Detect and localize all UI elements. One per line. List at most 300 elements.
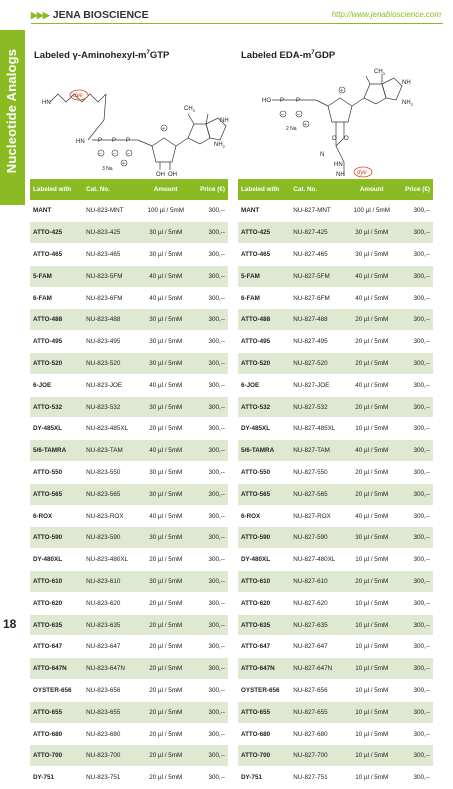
left-dye-cell: OYSTER-656 (30, 680, 83, 702)
left-dye-cell: ATTO-495 (30, 331, 83, 353)
left-product-title (34, 50, 169, 61)
left-price-cell: 300,-- (191, 527, 228, 549)
left-cat-no-cell: NU-823-425 (83, 222, 140, 244)
left-plus-na: + (122, 161, 125, 167)
left-amount-cell: 40 µl / 5mM (140, 287, 191, 309)
left-table-row (30, 658, 228, 680)
right-th-label: Labeled with (238, 179, 290, 200)
right-price-cell: 300,-- (397, 396, 433, 418)
right-price-cell: 300,-- (397, 287, 433, 309)
left-dye-cell: ATTO-635 (30, 614, 83, 636)
page-header (25, 0, 453, 30)
left-table-row (30, 745, 228, 767)
left-price-cell: 300,-- (191, 723, 228, 745)
right-cat-no-cell: NU-827-565 (290, 483, 346, 505)
left-price-cell: 300,-- (191, 331, 228, 353)
left-cat-no-cell: NU-823-480XL (83, 549, 140, 571)
right-price-cell: 300,-- (397, 309, 433, 331)
left-minus-3: – (127, 151, 130, 157)
section-label: Nucleotide Analogs (4, 48, 19, 174)
left-nh2-sub: 2 (222, 144, 225, 149)
right-cat-no-cell: NU-827-488 (290, 309, 346, 331)
right-dye-cell: DY-751 (238, 767, 290, 789)
left-dye-cell: 5/6-TAMRA (30, 440, 83, 462)
left-cat-no-cell: NU-823-647 (83, 636, 140, 658)
right-dye-cell: ATTO-647 (238, 636, 290, 658)
left-na-label: 3 Na (102, 166, 113, 172)
left-amount-cell: 30 µl / 5mM (140, 527, 191, 549)
right-amount-cell: 10 µl / 5mM (347, 745, 397, 767)
left-product-table (30, 179, 228, 789)
left-dye-cell: ATTO-590 (30, 527, 83, 549)
right-amount-cell: 30 µl / 5mM (347, 244, 397, 266)
right-dye-cell: ATTO-680 (238, 723, 290, 745)
right-dye-cell: ATTO-520 (238, 353, 290, 375)
right-amount-cell: 10 µl / 5mM (347, 701, 397, 723)
left-table-row (30, 331, 228, 353)
right-cat-no-cell: NU-827-647 (290, 636, 346, 658)
left-amount-cell: 100 µl / 5mM (140, 200, 191, 222)
left-table-row (30, 222, 228, 244)
left-table-row (30, 614, 228, 636)
left-nh2 (214, 142, 226, 149)
right-amount-cell: 40 µl / 5mM (347, 505, 397, 527)
right-cat-no-cell: NU-827-647N (290, 658, 346, 680)
right-table-row (238, 680, 433, 702)
left-amount-cell: 20 µl / 5mM (140, 745, 191, 767)
left-ch3 (184, 106, 196, 113)
left-cat-no-cell: NU-823-647N (83, 658, 140, 680)
left-cat-no-cell: NU-823-590 (83, 527, 140, 549)
right-table-header-row (238, 179, 433, 200)
left-price-cell: 300,-- (191, 222, 228, 244)
left-table-row (30, 527, 228, 549)
left-cat-no-cell: NU-823-550 (83, 462, 140, 484)
right-plus-ring: + (340, 88, 343, 94)
left-cat-no-cell: NU-823-6FM (83, 287, 140, 309)
right-cat-no-cell: NU-827-656 (290, 680, 346, 702)
right-amount-cell: 10 µl / 5mM (347, 680, 397, 702)
right-price-cell: 300,-- (397, 353, 433, 375)
left-cat-no-cell: NU-823-485XL (83, 418, 140, 440)
left-cat-no-cell: NU-823-565 (83, 483, 140, 505)
right-cat-no-cell: NU-827-700 (290, 745, 346, 767)
right-cat-no-cell: NU-827-635 (290, 614, 346, 636)
left-cat-no-cell: NU-823-465 (83, 244, 140, 266)
left-price-cell: 300,-- (191, 549, 228, 571)
right-ch3 (374, 69, 386, 76)
right-price-cell: 300,-- (397, 462, 433, 484)
left-ch3-main: CH (184, 106, 193, 112)
left-oh-1: OH (156, 172, 165, 178)
left-hn-label: HN (42, 100, 51, 106)
right-amount-cell: 10 µl / 5mM (347, 636, 397, 658)
left-table-row (30, 287, 228, 309)
left-dye-cell: ATTO-680 (30, 723, 83, 745)
left-price-cell: 300,-- (191, 265, 228, 287)
left-table-row (30, 636, 228, 658)
brand-name: JENA BIOSCIENCE (52, 9, 149, 21)
right-table-row (238, 309, 433, 331)
right-ch3-main: CH (374, 69, 383, 75)
right-cat-no-cell: NU-827-620 (290, 592, 346, 614)
right-amount-cell: 40 µl / 5mM (347, 374, 397, 396)
right-nh: NH (402, 80, 411, 86)
right-table-row (238, 505, 433, 527)
right-amount-cell: 30 µl / 5mM (347, 222, 397, 244)
left-price-cell: 300,-- (191, 745, 228, 767)
right-minus-1: – (281, 112, 284, 118)
right-nh2-main: NH (402, 100, 411, 106)
left-dye-cell: ATTO-532 (30, 396, 83, 418)
right-price-cell: 300,-- (397, 483, 433, 505)
right-plus-na: + (304, 122, 307, 128)
left-price-cell: 300,-- (191, 701, 228, 723)
right-nh2 (402, 100, 414, 107)
left-table-row (30, 353, 228, 375)
left-amount-cell: 40 µl / 5mM (140, 265, 191, 287)
left-price-cell: 300,-- (191, 658, 228, 680)
left-price-cell: 300,-- (191, 418, 228, 440)
left-table-row (30, 440, 228, 462)
right-dye-cell: 6-FAM (238, 287, 290, 309)
left-cat-no-cell: NU-823-JOE (83, 374, 140, 396)
left-dye-cell: ATTO-488 (30, 309, 83, 331)
left-amount-cell: 20 µl / 5mM (140, 723, 191, 745)
right-dye-cell: OYSTER-656 (238, 680, 290, 702)
left-amount-cell: 20 µl / 5mM (140, 658, 191, 680)
left-table-row (30, 265, 228, 287)
left-amount-cell: 20 µl / 5mM (140, 636, 191, 658)
right-cat-no-cell: NU-827-465 (290, 244, 346, 266)
left-nh: NH (220, 118, 229, 124)
right-table-row (238, 483, 433, 505)
left-amount-cell: 30 µl / 5mM (140, 309, 191, 331)
left-price-cell: 300,-- (191, 462, 228, 484)
left-cat-no-cell: NU-823-656 (83, 680, 140, 702)
right-dye-cell: ATTO-620 (238, 592, 290, 614)
left-amount-cell: 40 µl / 5mM (140, 440, 191, 462)
left-plus-ring: + (162, 126, 165, 132)
right-dye-cell: MANT (238, 200, 290, 222)
right-price-cell: 300,-- (397, 701, 433, 723)
left-amount-cell: 30 µl / 5mM (140, 571, 191, 593)
right-cat-no-cell: NU-827-5FM (290, 265, 346, 287)
right-nh-lower: NH (336, 172, 345, 178)
left-p1: P (98, 138, 103, 144)
right-dye-cell: DY-480XL (238, 549, 290, 571)
left-amount-cell: 20 µl / 5mM (140, 701, 191, 723)
left-table-row (30, 701, 228, 723)
right-amount-cell: 20 µl / 5mM (347, 309, 397, 331)
right-amount-cell: 40 µl / 5mM (347, 440, 397, 462)
left-dye-cell: 6-ROX (30, 505, 83, 527)
right-dye-cell: 6-ROX (238, 505, 290, 527)
left-nh2-main: NH (214, 142, 223, 148)
right-amount-cell: 10 µl / 5mM (347, 723, 397, 745)
right-title-end: GDP (314, 50, 336, 62)
right-amount-cell: 10 µl / 5mM (347, 418, 397, 440)
left-price-cell: 300,-- (191, 309, 228, 331)
right-product-title (241, 50, 335, 61)
left-cat-no-cell: NU-823-495 (83, 331, 140, 353)
left-amount-cell: 20 µl / 5mM (140, 614, 191, 636)
right-table-row (238, 222, 433, 244)
right-price-cell: 300,-- (397, 549, 433, 571)
left-cat-no-cell: NU-823-532 (83, 396, 140, 418)
left-chemical-structure (28, 80, 233, 178)
left-amount-cell: 30 µl / 5mM (140, 462, 191, 484)
right-cat-no-cell: NU-827-485XL (290, 418, 346, 440)
left-cat-no-cell: NU-823-520 (83, 353, 140, 375)
left-dye-cell: ATTO-520 (30, 353, 83, 375)
right-cat-no-cell: NU-827-655 (290, 701, 346, 723)
right-price-cell: 300,-- (397, 244, 433, 266)
right-price-cell: 300,-- (397, 331, 433, 353)
left-dye-cell: 6-FAM (30, 287, 83, 309)
left-table-row (30, 483, 228, 505)
left-table-row (30, 592, 228, 614)
left-table-row (30, 505, 228, 527)
right-table-row (238, 527, 433, 549)
left-hn-label-2: HN (76, 139, 85, 145)
right-price-cell: 300,-- (397, 767, 433, 789)
left-amount-cell: 30 µl / 5mM (140, 353, 191, 375)
right-table-row (238, 374, 433, 396)
left-dye-cell: DY-485XL (30, 418, 83, 440)
left-title-prefix: Labeled (34, 50, 73, 62)
right-table-row (238, 592, 433, 614)
right-minus-2: – (297, 112, 300, 118)
left-title-end: GTP (149, 50, 170, 62)
left-dye-cell: 5-FAM (30, 265, 83, 287)
right-table-row (238, 244, 433, 266)
right-cat-no-cell: NU-827-550 (290, 462, 346, 484)
left-table-row (30, 244, 228, 266)
right-dye-cell: 5-FAM (238, 265, 290, 287)
left-cat-no-cell: NU-823-TAM (83, 440, 140, 462)
right-dye-cell: ATTO-550 (238, 462, 290, 484)
left-table-row (30, 571, 228, 593)
left-price-cell: 300,-- (191, 440, 228, 462)
right-amount-cell: 20 µl / 5mM (347, 353, 397, 375)
left-minus-2: – (113, 151, 116, 157)
left-cat-no-cell: NU-823-488 (83, 309, 140, 331)
left-dye-cell: ATTO-565 (30, 483, 83, 505)
page-number: 18 (3, 617, 17, 631)
right-cat-no-cell: NU-827-JOE (290, 374, 346, 396)
right-dye-cell: ATTO-655 (238, 701, 290, 723)
right-table-row (238, 636, 433, 658)
left-title-main: -Aminohexyl-m (77, 50, 147, 62)
right-o1: O (332, 136, 337, 142)
right-amount-cell: 20 µl / 5mM (347, 331, 397, 353)
right-amount-cell: 40 µl / 5mM (347, 287, 397, 309)
right-dye-cell: DY-485XL (238, 418, 290, 440)
right-title-sup: 7 (311, 50, 315, 56)
website-link[interactable]: http://www.jenabioscience.com (331, 10, 441, 19)
right-dye-cell: ATTO-532 (238, 396, 290, 418)
right-cat-no-cell: NU-827-610 (290, 571, 346, 593)
left-table-row (30, 549, 228, 571)
right-dye-cell: ATTO-495 (238, 331, 290, 353)
header-rule (31, 23, 443, 24)
right-dye-cell: ATTO-565 (238, 483, 290, 505)
right-dye-cell: ATTO-465 (238, 244, 290, 266)
left-dye-cell: ATTO-647 (30, 636, 83, 658)
left-cat-no-cell: NU-823-610 (83, 571, 140, 593)
right-price-cell: 300,-- (397, 745, 433, 767)
right-ho: HO (262, 98, 271, 104)
right-table-row (238, 440, 433, 462)
left-amount-cell: 40 µl / 5mM (140, 505, 191, 527)
right-amount-cell: 10 µl / 5mM (347, 658, 397, 680)
right-dye-cell: ATTO-610 (238, 571, 290, 593)
right-table-row (238, 549, 433, 571)
left-dye-cell: ATTO-610 (30, 571, 83, 593)
left-th-price: Price (€) (191, 179, 228, 200)
right-hn: HN (334, 162, 343, 168)
left-table-row (30, 396, 228, 418)
right-table-body (238, 200, 433, 789)
left-price-cell: 300,-- (191, 287, 228, 309)
left-minus-1: – (99, 151, 102, 157)
right-dye-cell: 5/6-TAMRA (238, 440, 290, 462)
right-th-amount: Amount (347, 179, 397, 200)
right-table-row (238, 200, 433, 222)
right-amount-cell: 30 µl / 5mM (347, 527, 397, 549)
right-dye-cell: 6-JOE (238, 374, 290, 396)
brand-logo (31, 9, 149, 21)
right-table-row (238, 418, 433, 440)
right-nh2-sub: 2 (410, 102, 413, 107)
left-amount-cell: 40 µl / 5mM (140, 374, 191, 396)
right-table-row (238, 396, 433, 418)
right-table-row (238, 658, 433, 680)
right-th-cat: Cat. No. (290, 179, 346, 200)
right-price-cell: 300,-- (397, 200, 433, 222)
right-dye-cell: ATTO-425 (238, 222, 290, 244)
right-price-cell: 300,-- (397, 592, 433, 614)
right-dye-cell: ATTO-647N (238, 658, 290, 680)
right-amount-cell: 10 µl / 5mM (347, 767, 397, 789)
left-oh-2: OH (168, 172, 177, 178)
right-cat-no-cell: NU-827-590 (290, 527, 346, 549)
right-p1: P (280, 98, 285, 104)
right-table-row (238, 571, 433, 593)
left-cat-no-cell: NU-823-751 (83, 767, 140, 789)
right-table-row (238, 614, 433, 636)
right-cat-no-cell: NU-827-495 (290, 331, 346, 353)
left-price-cell: 300,-- (191, 396, 228, 418)
right-amount-cell: 20 µl / 5mM (347, 396, 397, 418)
right-table-row (238, 331, 433, 353)
left-th-amount: Amount (140, 179, 191, 200)
right-table-row (238, 353, 433, 375)
right-price-cell: 300,-- (397, 658, 433, 680)
left-table-row (30, 309, 228, 331)
right-price-cell: 300,-- (397, 222, 433, 244)
right-cat-no-cell: NU-827-425 (290, 222, 346, 244)
right-price-cell: 300,-- (397, 680, 433, 702)
left-cat-no-cell: NU-823-620 (83, 592, 140, 614)
chevrons-icon: ▶▶▶ (31, 9, 49, 20)
left-table-row (30, 767, 228, 789)
left-table-body (30, 200, 228, 789)
right-price-cell: 300,-- (397, 440, 433, 462)
right-amount-cell: 40 µl / 5mM (347, 265, 397, 287)
right-title-prefix: Labeled EDA-m (241, 50, 312, 62)
right-cat-no-cell: NU-827-MNT (290, 200, 346, 222)
left-dye-cell: ATTO-425 (30, 222, 83, 244)
right-table-row (238, 767, 433, 789)
left-price-cell: 300,-- (191, 505, 228, 527)
left-cat-no-cell: NU-823-5FM (83, 265, 140, 287)
left-amount-cell: 30 µl / 5mM (140, 244, 191, 266)
left-title-sup: 7 (146, 50, 150, 56)
left-dye-cell: ATTO-655 (30, 701, 83, 723)
left-dye-cell: DY-751 (30, 767, 83, 789)
left-amount-cell: 20 µl / 5mM (140, 680, 191, 702)
left-amount-cell: 20 µl / 5mM (140, 418, 191, 440)
left-amount-cell: 20 µl / 5mM (140, 592, 191, 614)
left-price-cell: 300,-- (191, 244, 228, 266)
right-p2: P (296, 98, 301, 104)
left-dye-cell: ATTO-550 (30, 462, 83, 484)
left-price-cell: 300,-- (191, 680, 228, 702)
left-table-row (30, 723, 228, 745)
right-dye-cell: ATTO-590 (238, 527, 290, 549)
left-price-cell: 300,-- (191, 571, 228, 593)
left-table-row (30, 200, 228, 222)
right-dye-cell: ATTO-700 (238, 745, 290, 767)
right-price-cell: 300,-- (397, 571, 433, 593)
left-cat-no-cell: NU-823-655 (83, 701, 140, 723)
right-table-row (238, 701, 433, 723)
right-th-price: Price (€) (397, 179, 433, 200)
right-amount-cell: 10 µl / 5mM (347, 549, 397, 571)
right-amount-cell: 100 µl / 5mM (347, 200, 397, 222)
right-dye-cell: ATTO-635 (238, 614, 290, 636)
left-amount-cell: 30 µl / 5mM (140, 483, 191, 505)
right-cat-no-cell: NU-827-751 (290, 767, 346, 789)
left-price-cell: 300,-- (191, 483, 228, 505)
left-cat-no-cell: NU-823-635 (83, 614, 140, 636)
right-table-row (238, 265, 433, 287)
right-table-row (238, 462, 433, 484)
right-amount-cell: 10 µl / 5mM (347, 592, 397, 614)
right-price-cell: 300,-- (397, 636, 433, 658)
right-cat-no-cell: NU-827-532 (290, 396, 346, 418)
right-price-cell: 300,-- (397, 614, 433, 636)
left-amount-cell: 20 µl / 5mM (140, 767, 191, 789)
left-dye-cell: 6-JOE (30, 374, 83, 396)
right-amount-cell: 20 µl / 5mM (347, 462, 397, 484)
left-amount-cell: 30 µl / 5mM (140, 331, 191, 353)
right-o2: O (344, 136, 349, 142)
left-dye-cell: ATTO-465 (30, 244, 83, 266)
right-table-row (238, 287, 433, 309)
left-dye-cell: DY-480XL (30, 549, 83, 571)
left-cat-no-cell: NU-823-680 (83, 723, 140, 745)
left-price-cell: 300,-- (191, 353, 228, 375)
left-amount-cell: 30 µl / 5mM (140, 396, 191, 418)
left-dye-cell: ATTO-700 (30, 745, 83, 767)
right-table-row (238, 723, 433, 745)
right-price-cell: 300,-- (397, 505, 433, 527)
left-dye-cell: MANT (30, 200, 83, 222)
left-dye-cell: ATTO-620 (30, 592, 83, 614)
